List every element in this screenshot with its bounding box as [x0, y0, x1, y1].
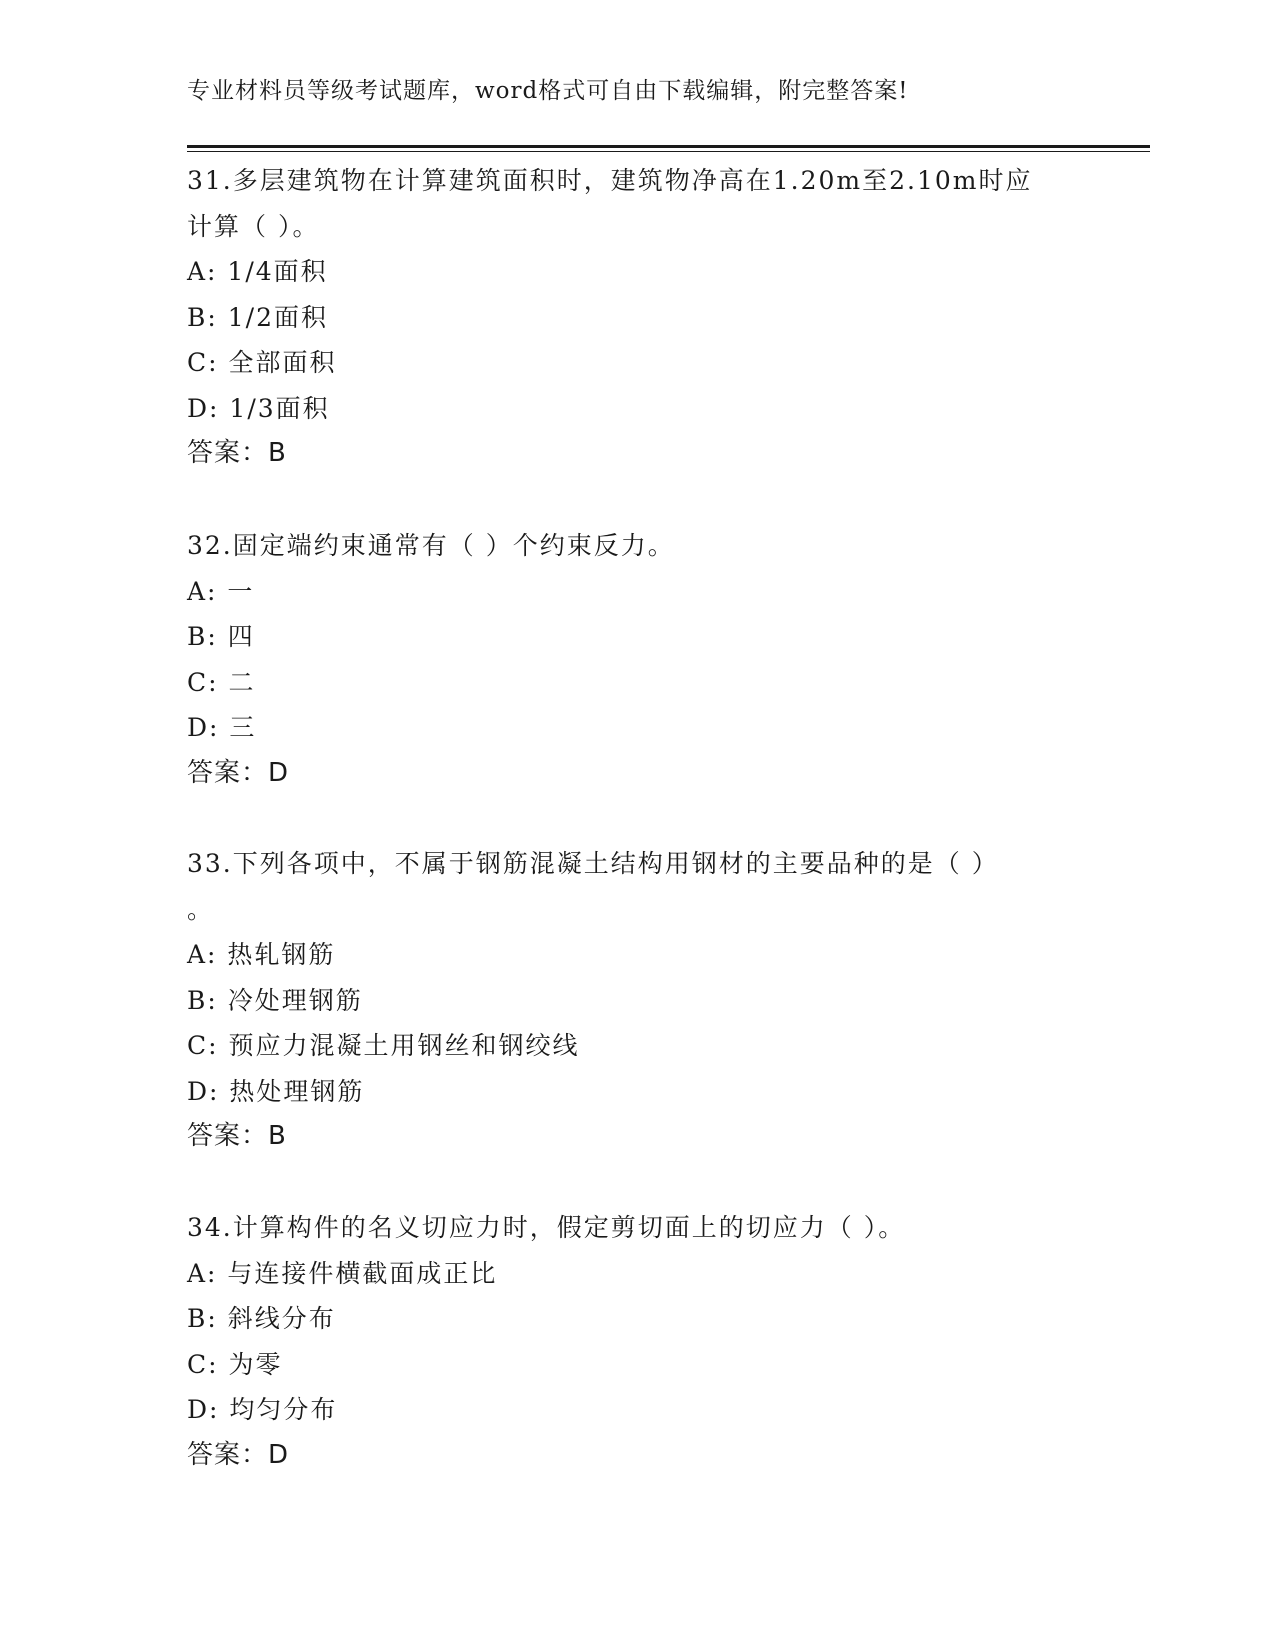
option-d: D: 三 — [187, 713, 257, 742]
option-d: D: 热处理钢筋 — [187, 1076, 365, 1106]
question-33 — [187, 841, 1087, 1160]
option-c: C: 预应力混凝土用钢丝和钢绞线 — [187, 1031, 580, 1060]
question-stem-line: 。 — [187, 894, 215, 924]
header-divider-thin — [187, 151, 1150, 152]
answer: 答案：D — [187, 757, 290, 788]
answer: 答案：B — [187, 1121, 287, 1151]
question-34 — [187, 1205, 1087, 1478]
option-d: D: 1/3面积 — [187, 393, 330, 423]
header-divider-thick — [187, 145, 1150, 148]
option-b: B: 冷处理钢筋 — [187, 985, 363, 1015]
question-stem-line: 33.下列各项中，不属于钢筋混凝土结构用钢材的主要品种的是（ ） — [187, 849, 999, 878]
question-32 — [187, 523, 1087, 796]
question-31 — [187, 158, 1087, 477]
option-a: A: 与连接件横截面成正比 — [187, 1258, 498, 1288]
option-c: C: 二 — [187, 667, 256, 697]
option-d: D: 均匀分布 — [187, 1395, 338, 1424]
question-stem-line: 计算（ ）。 — [187, 211, 320, 241]
question-stem-line: 31.多层建筑物在计算建筑面积时，建筑物净高在1.20m至2.10m时应 — [187, 166, 1033, 195]
option-b: B: 1/2面积 — [187, 302, 328, 332]
answer: 答案：D — [187, 1439, 290, 1470]
answer: 答案：B — [187, 438, 287, 468]
option-c: C: 全部面积 — [187, 348, 337, 377]
option-a: A: 热轧钢筋 — [187, 940, 336, 969]
option-b: B: 四 — [187, 622, 255, 651]
question-stem-line: 32.固定端约束通常有（ ）个约束反力。 — [187, 531, 675, 560]
option-a: A: 1/4面积 — [187, 257, 328, 286]
page-header: 专业材料员等级考试题库，word格式可自由下载编辑，附完整答案! — [187, 78, 909, 104]
option-a: A: 一 — [187, 576, 255, 606]
question-stem-line: 34.计算构件的名义切应力时，假定剪切面上的切应力（ ）。 — [187, 1213, 906, 1242]
option-b: B: 斜线分布 — [187, 1304, 336, 1333]
option-c: C: 为零 — [187, 1349, 283, 1379]
